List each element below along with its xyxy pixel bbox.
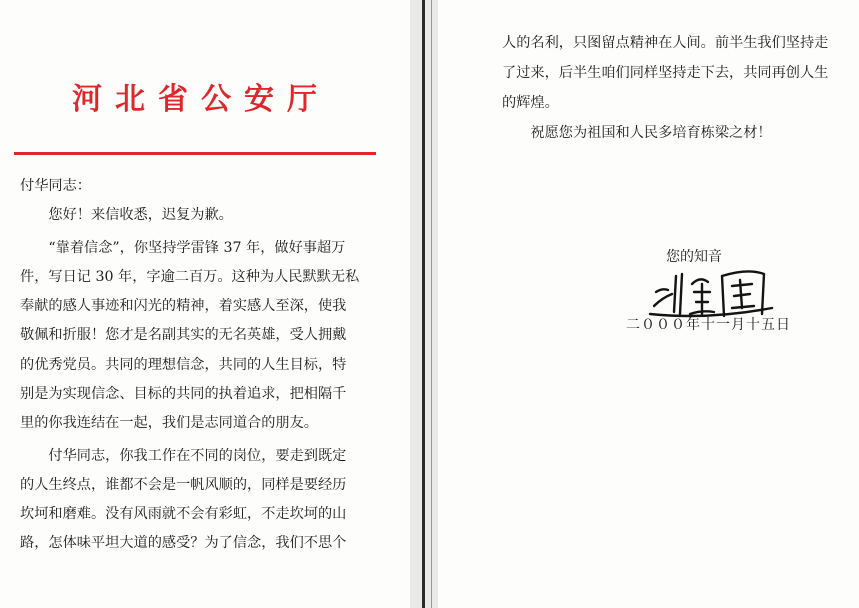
body-line: 坎坷和磨难。没有风雨就不会有彩虹，不走坎坷的山 bbox=[20, 506, 347, 523]
letterhead-red-rule bbox=[14, 152, 376, 155]
closing-phrase: 您的知音 bbox=[666, 249, 722, 265]
body-line: 别是为实现信念、目标的共同的执着追求，把相隔千 bbox=[20, 385, 347, 402]
body-line: 的优秀党员。共同的理想信念，共同的人生目标，特 bbox=[20, 356, 347, 373]
body-line: 付华同志，你我工作在不同的岗位，要走到既定 bbox=[20, 447, 347, 464]
letterhead-title: 河北省公安厅 bbox=[72, 82, 330, 117]
letter-body-right bbox=[502, 28, 850, 148]
salutation: 付华同志： bbox=[20, 178, 91, 194]
body-line: 的人生终点，谁都不会是一帆风顺的，同样是要经历 bbox=[20, 476, 347, 493]
body-line: 的辉煌。 bbox=[502, 95, 559, 111]
body-line: 奉献的感人事迹和闪光的精神，着实感人至深，使我 bbox=[20, 298, 347, 315]
body-line: 敬佩和折服！您才是名副其实的无名英雄，受人拥戴 bbox=[20, 327, 347, 344]
left-page bbox=[0, 0, 410, 608]
handwritten-signature bbox=[648, 262, 778, 320]
body-line: 您好！来信收悉，迟复为歉。 bbox=[20, 207, 233, 224]
letter-body-left bbox=[20, 172, 384, 558]
body-line: 里的你我连结在一起，我们是志同道合的朋友。 bbox=[20, 414, 318, 431]
body-line: “靠着信念”，你坚持学雷锋 37 年，做好事超万 bbox=[20, 240, 346, 257]
body-line: 路，怎体味平坦大道的感受？为了信念，我们不思个 bbox=[20, 535, 347, 552]
body-line: 人的名利，只图留点精神在人间。前半生我们坚持走 bbox=[502, 35, 829, 51]
letter-date: 二０００年十一月十五日 bbox=[626, 317, 791, 333]
book-gutter bbox=[410, 0, 438, 608]
body-line: 件，写日记 30 年，字逾二百万。这种为人民默默无私 bbox=[20, 269, 360, 286]
right-page bbox=[438, 0, 859, 608]
body-line: 祝愿您为祖国和人民多培育栋梁之材！ bbox=[502, 125, 772, 141]
body-line: 了过来，后半生咱们同样坚持走下去，共同再创人生 bbox=[502, 65, 829, 81]
